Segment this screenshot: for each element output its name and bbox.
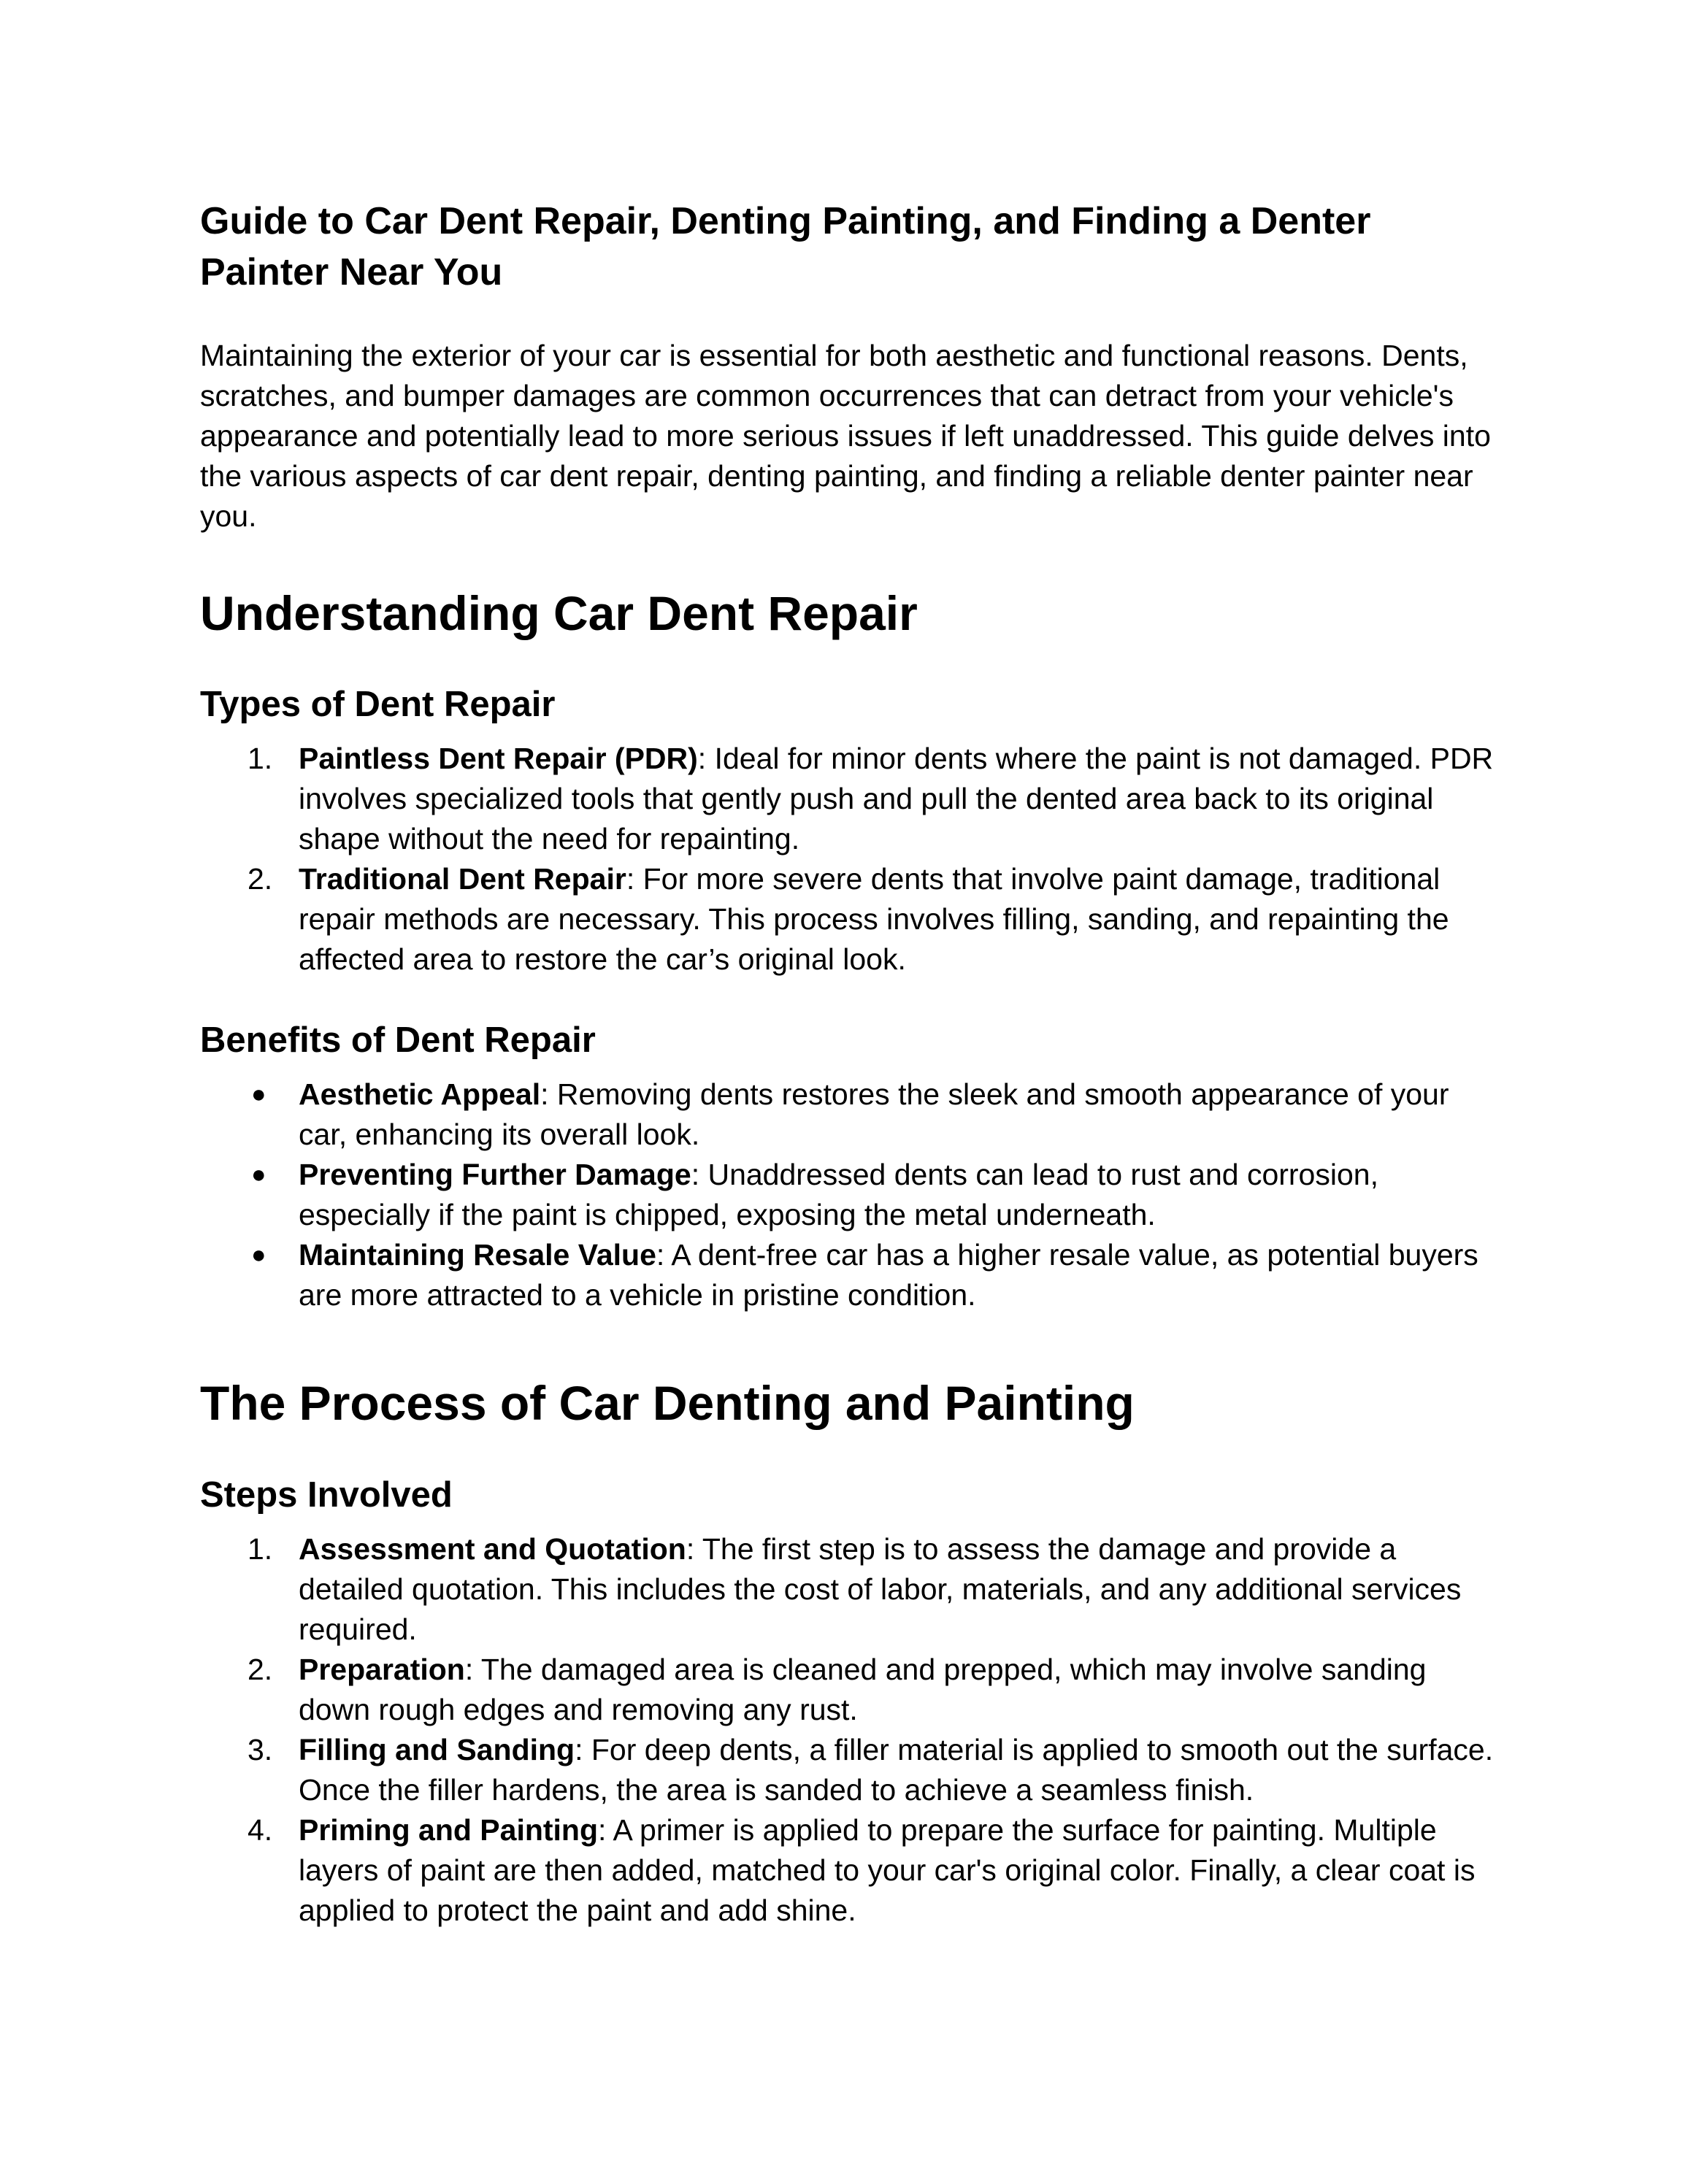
- list-item-text: : For deep dents, a filler material is applied to smooth out the surface. Once the filler hardens, the area is sanded to achieve a seamless finish.: [299, 1733, 1494, 1807]
- list-item: [200, 1650, 1500, 1730]
- document-title: Guide to Car Dent Repair, Denting Painting, and Finding a Denter Painter Near You: [200, 200, 1371, 293]
- list-item: [200, 1529, 1500, 1650]
- list-item-term: Priming and Painting: [299, 1813, 599, 1847]
- subheading-benefits: Benefits of Dent Repair: [200, 1020, 596, 1060]
- list-number: 3.: [248, 1733, 273, 1766]
- list-item-text: : Ideal for minor dents where the paint is not damaged. PDR involves specialized tools that gently push and pull the dented area back to its original shape without the need for repainting.: [299, 742, 1494, 855]
- types-list: [200, 739, 1500, 980]
- list-item-text: : The first step is to assess the damage and provide a detailed quotation. This includes the cost of labor, materials, and any additional services required.: [299, 1532, 1462, 1646]
- intro-paragraph: Maintaining the exterior of your car is essential for both aesthetic and functional reasons. Dents, scratches, and bumper damages are common occurrences that can detract from your vehicle's appearance and potentially lead to more serious issues if left unaddressed. This guide delves into the various aspects of car dent repair, denting painting, and finding a reliable denter painter near you.: [200, 339, 1491, 533]
- list-item-text: : The damaged area is cleaned and prepped, which may involve sanding down rough edges and removing any rust.: [299, 1653, 1427, 1726]
- list-item-text: : Removing dents restores the sleek and smooth appearance of your car, enhancing its overall look.: [299, 1077, 1449, 1151]
- benefits-list: [200, 1074, 1500, 1315]
- bullet-icon: ●: [251, 1241, 266, 1269]
- list-item-term: Assessment and Quotation: [299, 1532, 686, 1566]
- subheading-types: Types of Dent Repair: [200, 685, 556, 724]
- list-item-text: : For more severe dents that involve paint damage, traditional repair methods are necessary. This process involves filling, sanding, and repainting the affected area to restore the car’s original look.: [299, 862, 1449, 976]
- list-item-term: Maintaining Resale Value: [299, 1238, 656, 1272]
- list-number: 1.: [248, 1532, 273, 1566]
- list-number: 4.: [248, 1813, 273, 1847]
- list-item: [200, 1730, 1500, 1810]
- list-item: [200, 739, 1500, 859]
- section-heading-process: The Process of Car Denting and Painting: [200, 1376, 1135, 1430]
- list-item: [200, 1235, 1500, 1315]
- list-item-term: Aesthetic Appeal: [299, 1077, 541, 1111]
- list-item-term: Preparation: [299, 1653, 465, 1686]
- list-item: [200, 859, 1500, 980]
- section-heading-understanding: Understanding Car Dent Repair: [200, 586, 918, 640]
- list-item-term: Filling and Sanding: [299, 1733, 575, 1766]
- list-number: 1.: [248, 742, 273, 775]
- list-item-term: Paintless Dent Repair (PDR): [299, 742, 698, 775]
- list-item-text: : Unaddressed dents can lead to rust and corrosion, especially if the paint is chipped, exposing the metal underneath.: [299, 1158, 1378, 1231]
- bullet-icon: ●: [251, 1080, 266, 1108]
- subheading-steps: Steps Involved: [200, 1475, 453, 1515]
- list-item-text: : A primer is applied to prepare the surface for painting. Multiple layers of paint are then added, matched to your car's original color. Finally, a clear coat is applied to protect the paint and add shine.: [299, 1813, 1476, 1927]
- list-item: [200, 1074, 1500, 1155]
- steps-list: [200, 1529, 1500, 1931]
- list-item-term: Traditional Dent Repair: [299, 862, 626, 896]
- bullet-icon: ●: [251, 1161, 266, 1188]
- list-item: [200, 1810, 1500, 1931]
- list-number: 2.: [248, 862, 273, 896]
- list-number: 2.: [248, 1653, 273, 1686]
- list-item-term: Preventing Further Damage: [299, 1158, 691, 1191]
- list-item-text: : A dent-free car has a higher resale value, as potential buyers are more attracted to a vehicle in pristine condition.: [299, 1238, 1478, 1312]
- list-item: [200, 1155, 1500, 1235]
